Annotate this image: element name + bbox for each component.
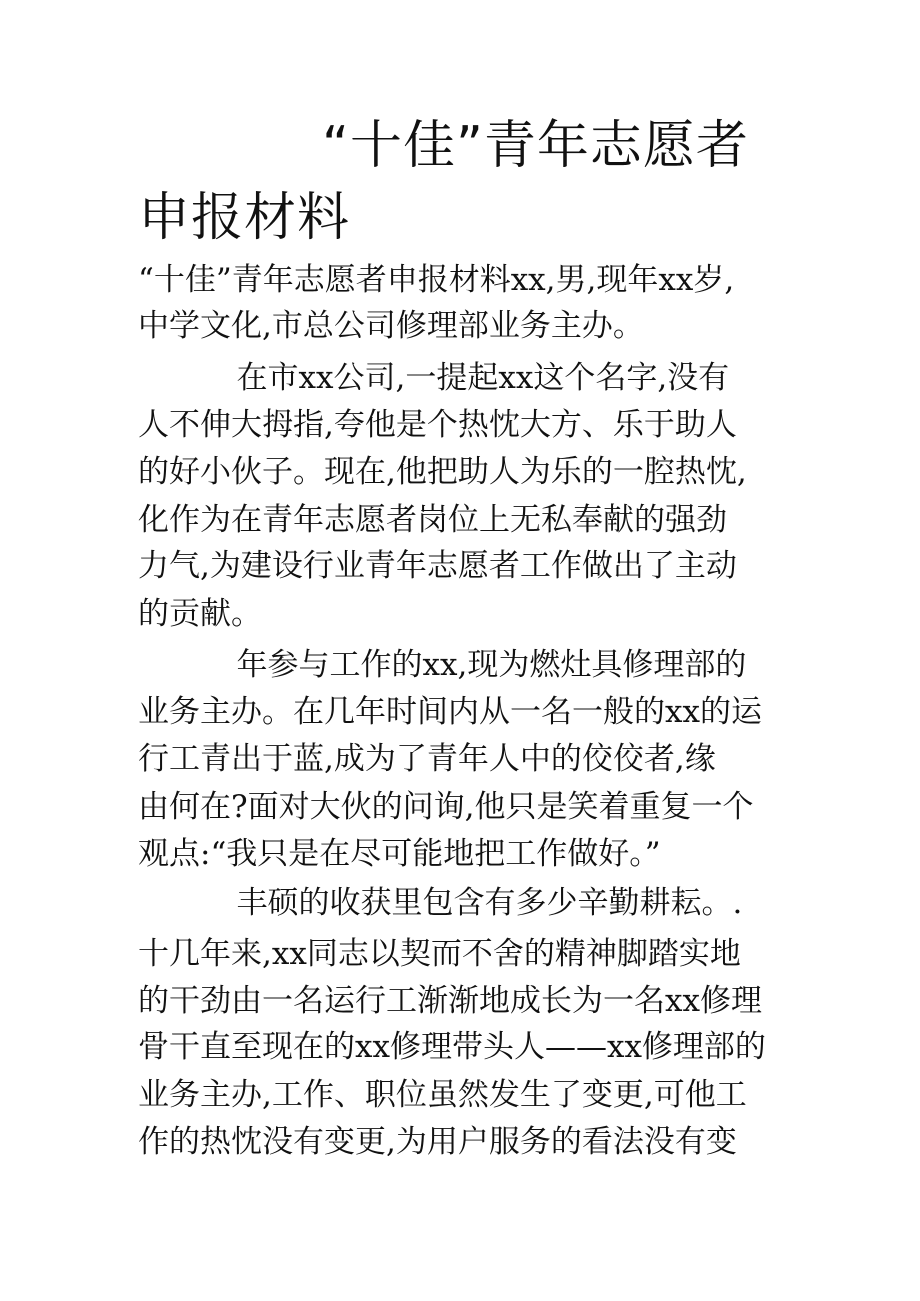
body-line: 中学文化,市总公司修理部业务主办。 xyxy=(138,308,644,344)
body-line: 的贡献。 xyxy=(138,596,262,632)
body-line: “十佳”青年志愿者申报材料xx,男,现年xx岁, xyxy=(138,262,735,298)
body-line: 丰硕的收获里包含有多少辛勤耕耘。. xyxy=(138,885,743,921)
body-line: 化作为在青年志愿者岗位上无私奉献的强劲 xyxy=(138,502,727,538)
body-line: 的好小伙子。现在,他把助人为乐的一腔热忱, xyxy=(138,454,747,490)
body-line: 作的热忱没有变更,为用户服务的看法没有变 xyxy=(138,1124,737,1160)
body-line: 在市xx公司,一提起xx这个名字,没有 xyxy=(138,360,730,396)
body-line: 十几年来,xx同志以契而不舍的精神脚踏实地 xyxy=(138,936,741,972)
body-line: 业务主办。在几年时间内从一名一般的xx的运 xyxy=(138,694,762,730)
body-line: 由何在?面对大伙的问询,他只是笑着重复一个 xyxy=(138,789,754,825)
body-line: 骨干直至现在的xx修理带头人——xx修理部的 xyxy=(138,1029,766,1065)
document-title-line-1: “十佳”青年志愿者 xyxy=(322,116,749,176)
body-line: 行工青出于蓝,成为了青年人中的佼佼者,缘 xyxy=(138,741,716,777)
body-line: 观点:“我只是在尽可能地把工作做好。” xyxy=(138,836,661,872)
body-line: 年参与工作的xx,现为燃灶具修理部的 xyxy=(138,647,747,683)
body-line: 的干劲由一名运行工渐渐地成长为一名xx修理 xyxy=(138,983,762,1019)
body-line: 力气,为建设行业青年志愿者工作做出了主动 xyxy=(138,548,737,584)
document-title-line-2: 申报材料 xyxy=(138,188,351,248)
body-line: 业务主办,工作、职位虽然发生了变更,可他工 xyxy=(138,1077,747,1113)
body-line: 人不伸大拇指,夸他是个热忱大方、乐于助人 xyxy=(138,407,737,443)
